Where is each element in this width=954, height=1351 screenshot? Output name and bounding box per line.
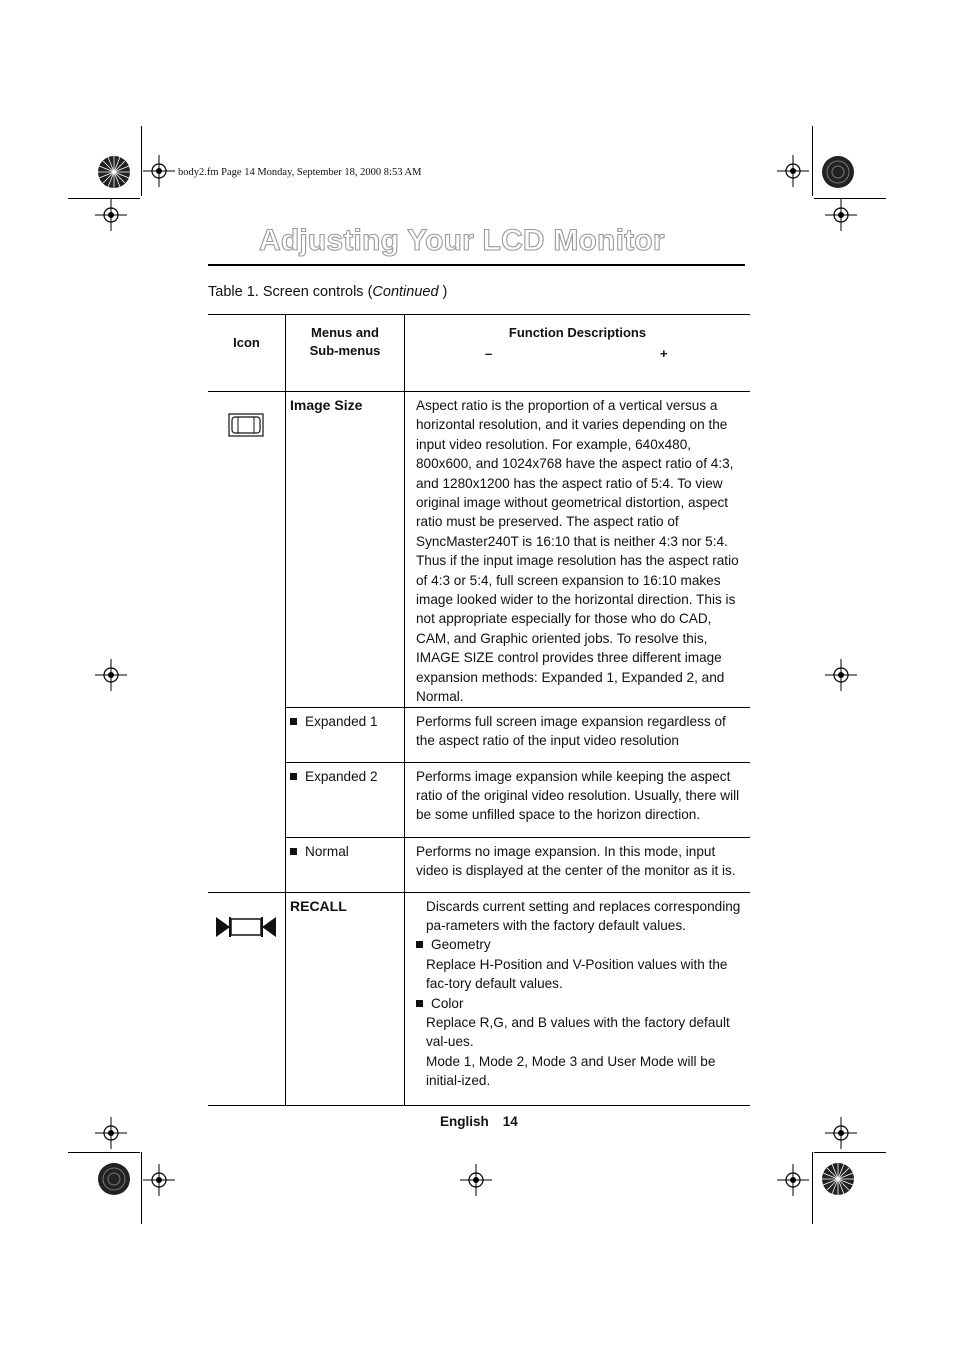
plus-label: + [660, 346, 668, 361]
bullet-square-icon [290, 848, 297, 855]
recall-item-geometry: Geometry [416, 935, 742, 954]
image-size-label: Image Size [286, 392, 405, 708]
screen-controls-table [208, 314, 750, 1106]
image-size-icon-cell [208, 392, 286, 893]
normal-description: Performs no image expansion. In this mode, input video is displayed at the center of the monitor as it is. [405, 837, 751, 892]
crosshair-icon [777, 155, 809, 187]
recall-icon-cell [208, 892, 286, 1105]
table-row [208, 837, 750, 892]
crosshair-icon [825, 659, 857, 691]
recall-icon [216, 916, 276, 938]
recall-intro: Discards current setting and replaces corresponding pa-rameters with the factory default values. [426, 898, 741, 933]
recall-note: Mode 1, Mode 2, Mode 3 and User Mode will be initial-ized. [426, 1053, 716, 1089]
table-caption: Table 1. Screen controls (Continued ) [208, 284, 448, 300]
crosshair-icon [460, 1164, 492, 1196]
table-row [208, 762, 750, 837]
sub-item-normal: Normal [286, 837, 405, 892]
page-title: Adjusting Your LCD Monitor [259, 224, 665, 257]
bullet-square-icon [416, 941, 423, 948]
page-number: 14 [502, 1114, 518, 1129]
image-size-icon [228, 413, 264, 437]
crosshair-icon [95, 199, 127, 231]
crosshair-icon [777, 1164, 809, 1196]
geometry-text: Replace H-Position and V-Position values with the fac-tory default values. [426, 956, 728, 992]
recall-item-color: Color [416, 994, 742, 1013]
bullet-square-icon [416, 1000, 423, 1007]
expanded-2-description: Performs image expansion while keeping the aspect ratio of the original video resolution. Usually, there will be some unfilled space to the horizon direction. [405, 762, 751, 837]
table-row [208, 707, 750, 762]
crosshair-icon [825, 1117, 857, 1149]
color-text: Replace R,G, and B values with the factory default val-ues. [426, 1014, 730, 1050]
minus-label: – [485, 346, 493, 361]
sub-item-expanded-2: Expanded 2 [286, 762, 405, 837]
registration-mark-icon [819, 1160, 857, 1198]
header-menus: Menus and Sub-menus [286, 315, 405, 392]
recall-label: RECALL [286, 892, 405, 1105]
registration-mark-icon [95, 1160, 133, 1198]
header-function: Function Descriptions – + [405, 315, 751, 392]
expanded-1-description: Performs full screen image expansion regardless of the aspect ratio of the input video resolution [405, 707, 751, 762]
table-row [208, 892, 750, 1105]
recall-description [405, 892, 751, 1105]
print-header: body2.fm Page 14 Monday, September 18, 2000 8:53 AM [178, 167, 422, 178]
crosshair-icon [825, 199, 857, 231]
crosshair-icon [143, 1164, 175, 1196]
registration-mark-icon [819, 153, 857, 191]
registration-mark-icon [95, 153, 133, 191]
image-size-description: Aspect ratio is the proportion of a vertical versus a horizontal resolution, and it varies depending on the input video resolution. For example, 640x480, 800x600, and 1024x768 have the aspect ratio of 4:3, and 1280x1200 has the aspect ratio of 5:4. To view original image without geometrical distortion, aspect ratio must be preserved. The aspect ratio of SyncMaster240T is 16:10 that is neither 4:3 nor 5:4. Thus if the input image resolution has the aspect ratio of 4:3 or 5:4, full screen expansion to 16:10 makes image looked wider to the horizontal direction. This is not appropriate especially for those who do CAD, CAM, and Graphic oriented jobs. To resolve this, IMAGE SIZE control provides three different image expansion methods: Expanded 1, Expanded 2, and Normal. [405, 392, 751, 708]
table-row [208, 392, 750, 708]
table-header-row [208, 315, 750, 392]
bullet-square-icon [290, 773, 297, 780]
crosshair-icon [143, 155, 175, 187]
bullet-square-icon [290, 718, 297, 725]
sub-item-expanded-1: Expanded 1 [286, 707, 405, 762]
footer-language: English [440, 1114, 489, 1129]
crosshair-icon [95, 659, 127, 691]
page-footer [440, 1114, 518, 1129]
crosshair-icon [95, 1117, 127, 1149]
header-icon: Icon [208, 315, 286, 392]
title-rule [208, 264, 745, 266]
